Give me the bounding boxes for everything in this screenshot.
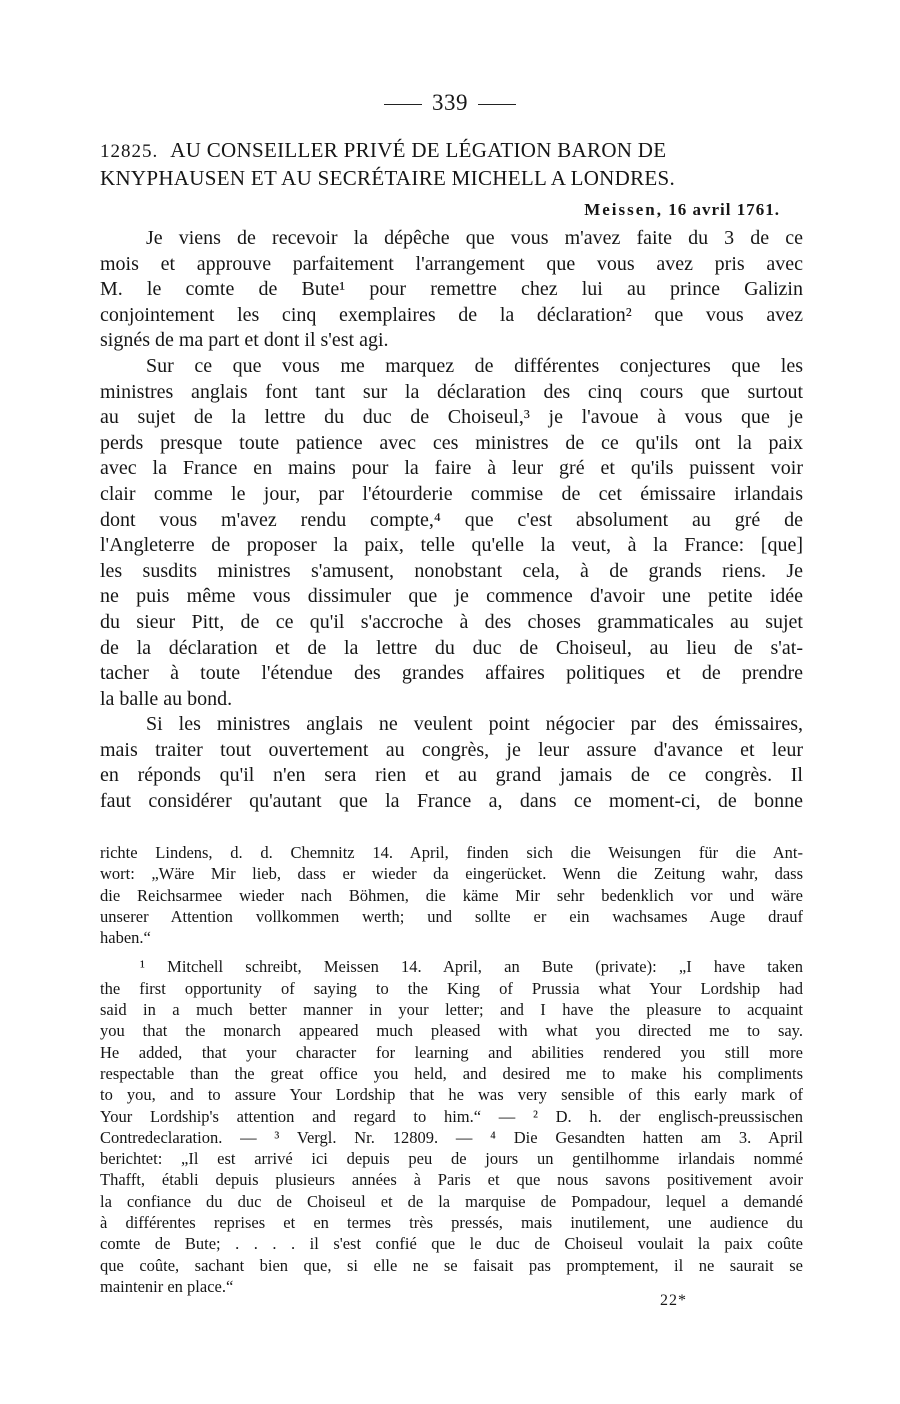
- body-line: conjointement les cinq exemplaires de la déclaration² que vous avez: [100, 303, 803, 326]
- body-line: Je viens de recevoir la dépêche que vous m'avez faite du 3 de ce: [146, 227, 803, 249]
- body-line: faut considérer qu'autant que la France a, dans ce moment-ci, de bonne: [100, 790, 803, 813]
- letter-body: [100, 226, 803, 815]
- body-line: en réponds qu'il n'en sera rien et au grand jamais de ce congrès. Il: [100, 764, 803, 787]
- footnote-line: haben.“: [100, 928, 151, 948]
- page-number: 339: [432, 90, 468, 115]
- body-line: Sur ce que vous me marquez de différentes conjectures que les: [146, 354, 803, 377]
- body-line: du sieur Pitt, de ce qu'il s'accroche à des choses grammaticales au sujet: [100, 610, 803, 633]
- folio-rule-left: [384, 104, 422, 105]
- body-line: Si les ministres anglais ne veulent point négocier par des émissaires,: [146, 713, 803, 736]
- footnote-line: die Reichsarmee wieder nach Böhmen, die käme Mir sehr bedenklich vor und wäre: [100, 885, 803, 905]
- page-number-line: [0, 90, 900, 116]
- footnote-line: unserer Attention vollkommen werth; und sollte er ein wachsames Auge drauf: [100, 906, 803, 926]
- footnote-line: Thafft, établi depuis plusieurs années à Paris et que nous savons positivement avoir: [100, 1170, 803, 1190]
- footnote-line: said in a much better manner in your letter; and I have the pleasure to acquaint: [100, 1000, 803, 1020]
- dateline-date: 16 avril 1761.: [668, 200, 780, 219]
- footnote-line: the first opportunity of saying to the King of Prussia what Your Lordship had: [100, 978, 803, 998]
- body-line: ministres anglais font tant sur la déclaration des cinq cours que surtout: [100, 380, 803, 403]
- body-line: la balle au bond.: [100, 687, 233, 710]
- body-line: mais traiter tout ouvertement au congrès, je leur assure d'avance et leur: [100, 738, 803, 761]
- footnote-line: Contredeclaration. — ³ Vergl. Nr. 12809. — ⁴ Die Gesandten hatten am 3. April: [100, 1127, 803, 1147]
- footnote-line: à différentes reprises et en termes très pressés, mais inutilement, une audience du: [100, 1213, 803, 1233]
- folio-rule-right: [478, 104, 516, 105]
- footnote-line: richte Lindens, d. d. Chemnitz 14. April, finden sich die Weisungen für die Ant-: [100, 843, 803, 862]
- body-line: avec la France en mains pour la faire à leur gré et qu'ils puissent voir: [100, 457, 803, 480]
- body-line: les susdits ministres s'amusent, nonobstant cela, à de grands riens. Je: [100, 559, 803, 582]
- letter-number: 12825.: [100, 141, 159, 162]
- body-line: tacher à toute l'étendue des grandes affaires politiques et de prendre: [100, 662, 803, 685]
- footnote-line: respectable than the great office you held, and desired me to make his compliments: [100, 1063, 803, 1083]
- footnote-gap: [100, 948, 803, 956]
- body-line: signés de ma part et dont il s'est agi.: [100, 329, 389, 352]
- dateline-place: Meissen,: [584, 200, 663, 219]
- footnote-line: wort: „Wäre Mir lieb, dass er wieder da eingerücket. Wenn die Zeitung wahr, dass: [100, 864, 803, 884]
- body-line: perds presque toute patience avec ces ministres de ce qu'ils ont la paix: [100, 431, 803, 454]
- dateline: [584, 200, 780, 220]
- footnote-line: you that the monarch appeared much pleased with what you directed me to say.: [100, 1021, 803, 1041]
- footnote-line: maintenir en place.“: [100, 1276, 234, 1296]
- signature-mark: 22*: [660, 1292, 687, 1309]
- footnote-line: la confiance du duc de Choiseul et de la marquise de Pompadour, lequel a demandé: [100, 1191, 803, 1211]
- footnote-line: que coûte, sachant bien que, si elle ne se faisait pas promptement, il ne saurait se: [100, 1255, 803, 1275]
- body-line: clair comme le jour, par l'étourderie commise de cet émissaire irlandais: [100, 482, 803, 505]
- body-line: ne puis même vous dissimuler que je commence d'avoir une petite idée: [100, 585, 803, 608]
- body-line: de la déclaration et de la lettre du duc de Choiseul, au lieu de s'at-: [100, 636, 803, 659]
- footnote-line: comte de Bute; . . . . il s'est confié que le duc de Choiseul voulait la paix coûte: [100, 1234, 803, 1254]
- footnote-line: ¹ Mitchell schreibt, Meissen 14. April, an Bute (private): „I have taken: [140, 957, 803, 977]
- body-line: au sujet de la lettre du duc de Choiseul,³ je l'avoue à vous que je: [100, 406, 803, 429]
- body-line: mois et approuve parfaitement l'arrangement que vous avez pris avec: [100, 252, 803, 275]
- footnote-line: Your Lordship's attention and regard to him.“ — ² D. h. der englisch-preussischen: [100, 1106, 803, 1126]
- body-line: l'Angleterre de proposer la paix, telle qu'elle la veut, à la France: [que]: [100, 534, 803, 557]
- footnote-line: berichtet: „Il est arrivé ici depuis peu de jours un gentilhomme irlandais nommé: [100, 1149, 803, 1169]
- body-line: M. le comte de Bute¹ pour remettre chez lui au prince Galizin: [100, 278, 803, 301]
- heading-line-1: [100, 137, 803, 165]
- body-line: dont vous m'avez rendu compte,⁴ que c'est absolument au gré de: [100, 508, 803, 531]
- heading-text-1: AU CONSEILLER PRIVÉ DE LÉGATION BARON DE: [170, 138, 667, 162]
- letter-heading: [100, 137, 803, 191]
- footnote-line: to you, and to assure Your Lordship that he was very sensible of this early mark of: [100, 1085, 803, 1105]
- footnotes: [100, 842, 803, 1297]
- footnote-line: He added, that your character for learning and abilities rendered you still more: [100, 1042, 803, 1062]
- heading-line-2: KNYPHAUSEN ET AU SECRÉTAIRE MICHELL A LONDRES.: [100, 166, 676, 190]
